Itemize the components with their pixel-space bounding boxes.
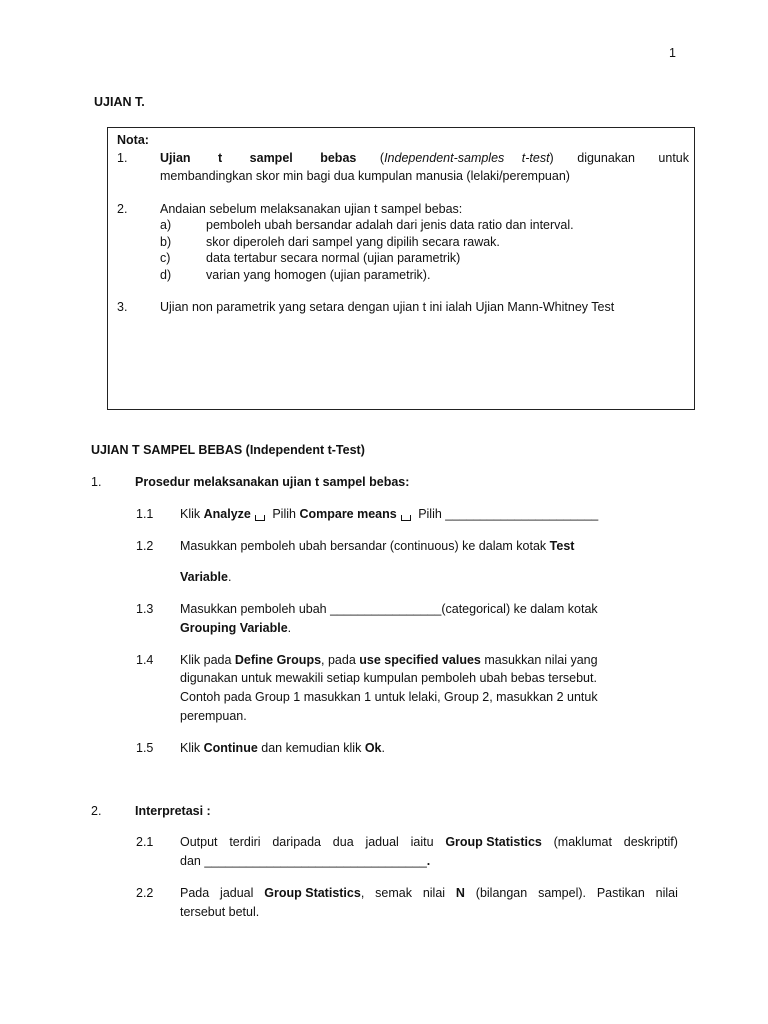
nota-heading: Nota: xyxy=(117,133,149,147)
nota-sub-b-text: skor diperoleh dari sampel yang dipilih secara rawak. xyxy=(206,235,500,249)
s2-2-text-line2: tersebut betul. xyxy=(180,905,260,919)
s1-2-text-line2: Variable. xyxy=(180,570,232,584)
s1-2-number: 1.2 xyxy=(136,539,154,553)
nota-item2-number: 2. xyxy=(117,202,128,216)
nota-sub-d-text: varian yang homogen (ujian parametrik). xyxy=(206,268,431,282)
s2-number: 2. xyxy=(91,804,102,818)
nota-item2-text: Andaian sebelum melaksanakan ujian t sampel bebas: xyxy=(160,202,463,216)
s2-2-number: 2.2 xyxy=(136,886,154,900)
nota-item1-number: 1. xyxy=(117,151,128,165)
section-heading: UJIAN T SAMPEL BEBAS (Independent t-Test) xyxy=(91,443,365,457)
nota-sub-a-letter: a) xyxy=(160,218,172,232)
s2-1-text-line2: dan ________________________________. xyxy=(180,854,431,868)
nota-sub-c-letter: c) xyxy=(160,251,171,265)
s1-heading: Prosedur melaksanakan ujian t sampel bebas: xyxy=(135,475,410,489)
s1-4-text-line4: perempuan. xyxy=(180,709,247,723)
nota-item3-text: Ujian non parametrik yang setara dengan ujian t ini ialah Ujian Mann-Whitney Test xyxy=(160,300,615,314)
s1-4-text: Klik pada Define Groups, pada use specified values masukkan nilai yang xyxy=(180,653,598,667)
page-number: 1 xyxy=(669,46,676,60)
arrow-icon xyxy=(401,515,411,521)
nota-sub-a-text: pemboleh ubah bersandar adalah dari jenis data ratio dan interval. xyxy=(206,218,574,232)
s1-2-text: Masukkan pemboleh ubah bersandar (continuous) ke dalam kotak Test xyxy=(180,539,575,553)
nota-item1-line1: Ujian t sampel bebas (Independent-samples t-test) digunakan untuk xyxy=(160,151,689,165)
s1-5-text: Klik Continue dan kemudian klik Ok. xyxy=(180,741,385,755)
s1-1-text: Klik Analyze Pilih Compare means Pilih ______________________ xyxy=(180,507,599,521)
nota-item3-number: 3. xyxy=(117,300,128,314)
s1-4-text-line3: Contoh pada Group 1 masukkan 1 untuk lelaki, Group 2, masukkan 2 untuk xyxy=(180,690,598,704)
s1-4-text-line2: digunakan untuk mewakili setiap kumpulan pemboleh ubah bebas tersebut. xyxy=(180,671,597,685)
s1-3-number: 1.3 xyxy=(136,602,154,616)
arrow-icon xyxy=(255,515,265,521)
s2-2-text: Pada jadual Group Statistics, semak nilai N (bilangan sampel). Pastikan nilai xyxy=(180,886,678,900)
s1-number: 1. xyxy=(91,475,102,489)
nota-box xyxy=(107,127,695,410)
s1-5-number: 1.5 xyxy=(136,741,154,755)
s2-heading: Interpretasi : xyxy=(135,804,211,818)
s1-3-text: Masukkan pemboleh ubah ________________(categorical) ke dalam kotak xyxy=(180,602,598,616)
s2-1-text: Output terdiri daripada dua jadual iaitu Group Statistics (maklumat deskriptif) xyxy=(180,835,678,849)
s2-1-number: 2.1 xyxy=(136,835,154,849)
nota-sub-b-letter: b) xyxy=(160,235,172,249)
document-title: UJIAN T. xyxy=(94,95,145,109)
s1-4-number: 1.4 xyxy=(136,653,154,667)
s1-1-number: 1.1 xyxy=(136,507,154,521)
nota-item1-line2: membandingkan skor min bagi dua kumpulan manusia (lelaki/perempuan) xyxy=(160,169,570,183)
nota-sub-c-text: data tertabur secara normal (ujian parametrik) xyxy=(206,251,461,265)
nota-sub-d-letter: d) xyxy=(160,268,172,282)
s1-3-text-line2: Grouping Variable. xyxy=(180,621,292,635)
